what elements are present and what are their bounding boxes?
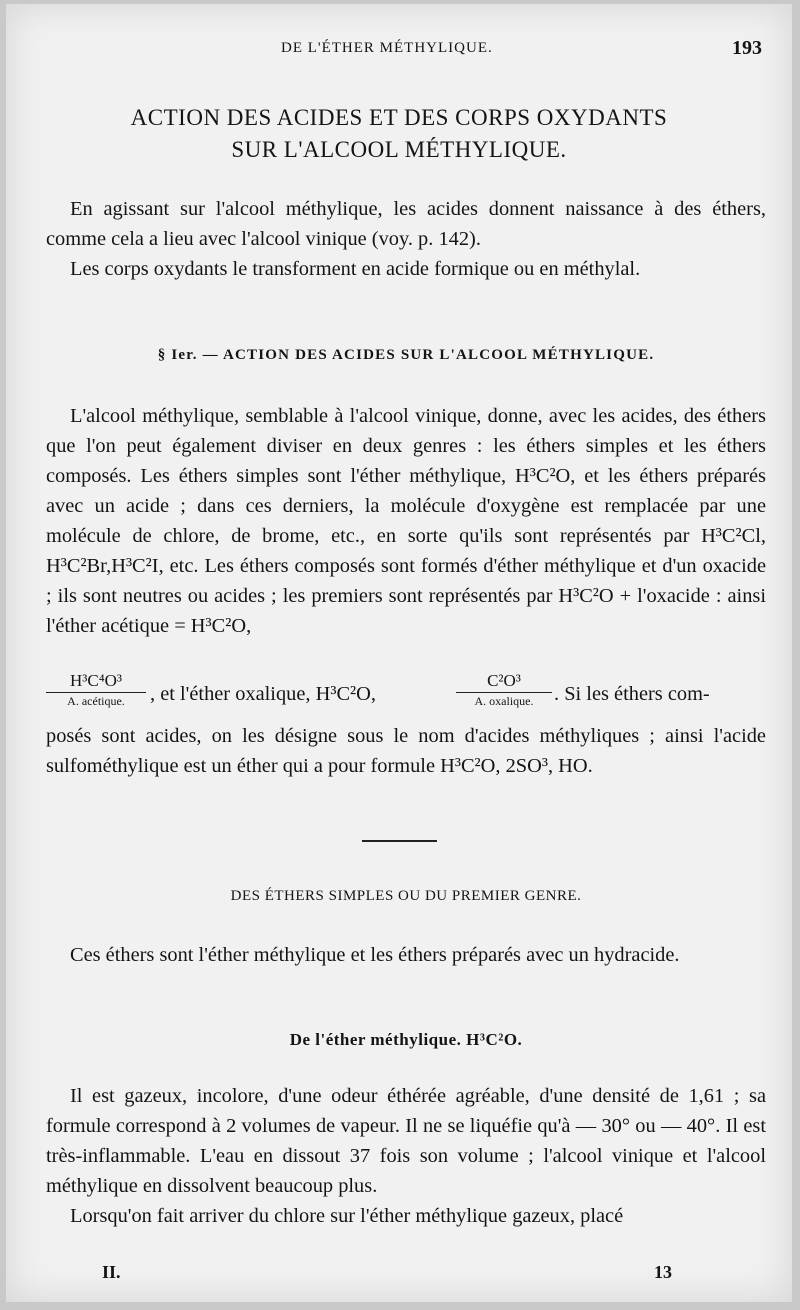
first-genre-paragraph: Ces éthers sont l'éther méthylique et les éthers préparés avec un hydracide. (70, 944, 680, 966)
methyl-ether-heading: De l'éther méthylique. H³C²O. (289, 1030, 523, 1049)
section-divider (362, 840, 437, 842)
oxalic-denominator: A. oxalique. (474, 694, 534, 708)
methyl-ether-body (46, 1081, 766, 1231)
oxalic-numerator: C²O³ (487, 671, 521, 690)
acetic-denominator: A. acétique. (67, 694, 125, 708)
first-genre-heading: DES ÉTHERS SIMPLES OU DU PREMIER GENRE. (230, 888, 582, 904)
last-line: Lorsqu'on fait arriver du chlore sur l'éther méthylique gazeux, placé (70, 1205, 624, 1227)
running-title: DE L'ÉTHER MÉTHYLIQUE. (281, 40, 493, 56)
signature-mark: 13 (654, 1262, 672, 1282)
fraction-formula-row (46, 671, 766, 721)
intro-paragraphs (46, 194, 766, 284)
volume-mark: II. (102, 1262, 121, 1282)
section-1-heading: § Ier. — ACTION DES ACIDES SUR L'ALCOOL MÉTHYLIQUE. (157, 347, 655, 363)
section-1-continuation-paragraph: posés sont acides, on les désigne sous le nom d'acides méthyliques ; ainsi l'acide sulfométhylique est un éther qui a pour formule H³C²O, 2SO³, HO. (46, 725, 766, 777)
page-number: 193 (732, 37, 762, 59)
formula-middle-text: , et l'éther oxalique, H³C²O, (150, 683, 376, 705)
acetic-numerator: H³C⁴O³ (69, 671, 122, 690)
intro-paragraph-2: Les corps oxydants le transforment en acide formique ou en méthylal. (70, 258, 641, 280)
section-title-line-2: SUR L'ALCOOL MÉTHYLIQUE. (231, 137, 567, 162)
section-1-paragraph: L'alcool méthylique, semblable à l'alcool vinique, donne, avec les acides, des éthers que l'on peut également diviser en deux genres : les éthers simples et les éthers composés. Les éthers simples sont l'éther méthylique, H³C²O, et les éthers préparés avec un acide ; dans ces derniers, la molécule d'oxygène est remplacée par une molécule de chlore, de brome, etc., en sorte qu'ils sont représentés par H³C²Cl, H³C²Br,H³C²I, etc. Les éthers composés sont formés d'éther méthylique et d'un oxacide ; ils sont neutres ou acides ; les premiers sont représentés par H³C²O + l'oxacide : ainsi l'éther acétique = H³C²O, (46, 405, 766, 637)
methyl-ether-paragraph: Il est gazeux, incolore, d'une odeur éthérée agréable, d'une densité de 1,61 ; sa formule correspond à 2 volumes de vapeur. Il ne se liquéfie qu'à — 30° ou — 40°. Il est très-inflammable. L'eau en dissout 37 fois son volume ; l'alcool vinique et l'alcool méthylique en dissolvent beaucoup plus. (46, 1085, 766, 1197)
oxalic-fraction (456, 671, 552, 709)
section-1-body (46, 401, 766, 641)
acetic-fraction (46, 671, 146, 709)
section-1-continuation (46, 721, 766, 781)
section-title (6, 102, 792, 166)
formula-end-text: . Si les éthers com- (554, 683, 710, 705)
section-title-line-1: ACTION DES ACIDES ET DES CORPS OXYDANTS (130, 105, 668, 130)
intro-paragraph-1: En agissant sur l'alcool méthylique, les acides donnent naissance à des éthers, comme cela a lieu avec l'alcool vinique (voy. p. 142). (46, 198, 766, 250)
page-footer (6, 1262, 792, 1286)
first-genre-body (46, 940, 766, 970)
running-head (6, 37, 792, 60)
book-page (6, 4, 792, 1302)
